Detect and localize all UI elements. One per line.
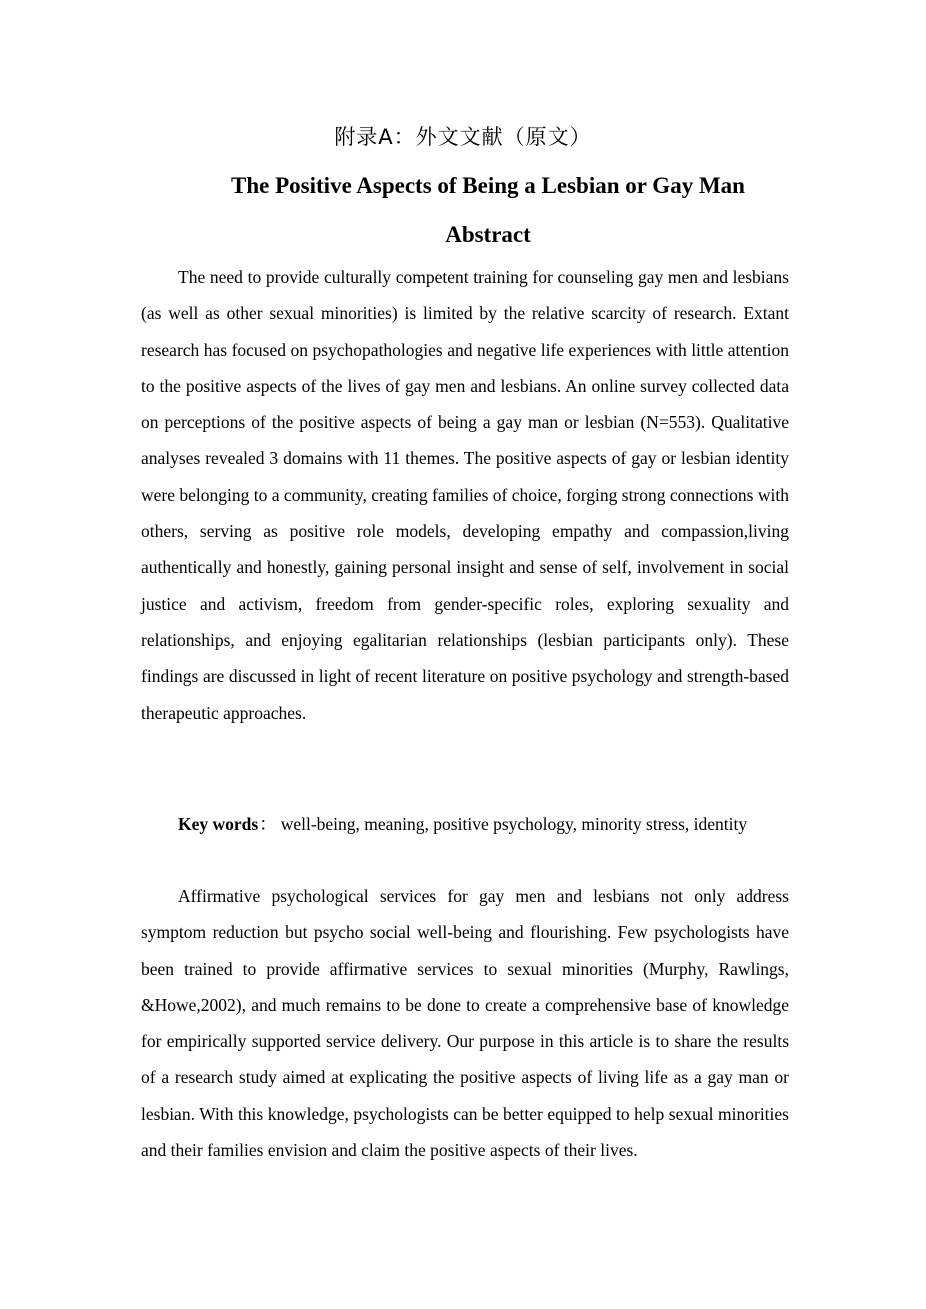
intro-paragraph: Affirmative psychological services for gay men and lesbians not only address symptom reduction but psycho social well-being and flourishing. Few psychologists have been trained to provide affirmative services to sexual minorities (Murphy, Rawlings, &Howe,2002), and much remains to be done to create a comprehensive base of knowledge for empirically supported service delivery. Our purpose in this article is to share the results of a research study aimed at explicating the positive aspects of living life as a gay man or lesbian. With this knowledge, psychologists can be better equipped to help sexual minorities and their families envision and claim the positive aspects of their lives. xyxy=(141,886,789,1161)
paper-title: The Positive Aspects of Being a Lesbian or Gay Man xyxy=(231,173,745,198)
abstract-paragraph: The need to provide culturally competent training for counseling gay men and lesbians (as well as other sexual minorities) is limited by the relative scarcity of research. Extant research has focused on psychopathologies and negative life experiences with little attention to the positive aspects of the lives of gay men and lesbians. An online survey collected data on perceptions of the positive aspects of being a gay man or lesbian (N=553). Qualitative analyses revealed 3 domains with 11 themes. The positive aspects of gay or lesbian identity were belonging to a community, creating families of choice, forging strong connections with others, serving as positive role models, developing empathy and compassion,living authentically and honestly, gaining personal insight and sense of self, involvement in social justice and activism, freedom from gender-specific roles, exploring sexuality and relationships, and enjoying egalitarian relationships (lesbian participants only). These findings are discussed in light of recent literature on positive psychology and strength-based therapeutic approaches. xyxy=(141,267,789,723)
keywords-label: Key words xyxy=(178,814,259,834)
abstract-heading: Abstract xyxy=(445,222,531,247)
keywords-line xyxy=(178,806,747,842)
appendix-heading: 附录A：外文文献（原文） xyxy=(334,125,592,149)
keywords-text: well-being, meaning, positive psychology, minority stress, identity xyxy=(280,814,748,834)
keywords-separator: ： xyxy=(259,814,277,834)
